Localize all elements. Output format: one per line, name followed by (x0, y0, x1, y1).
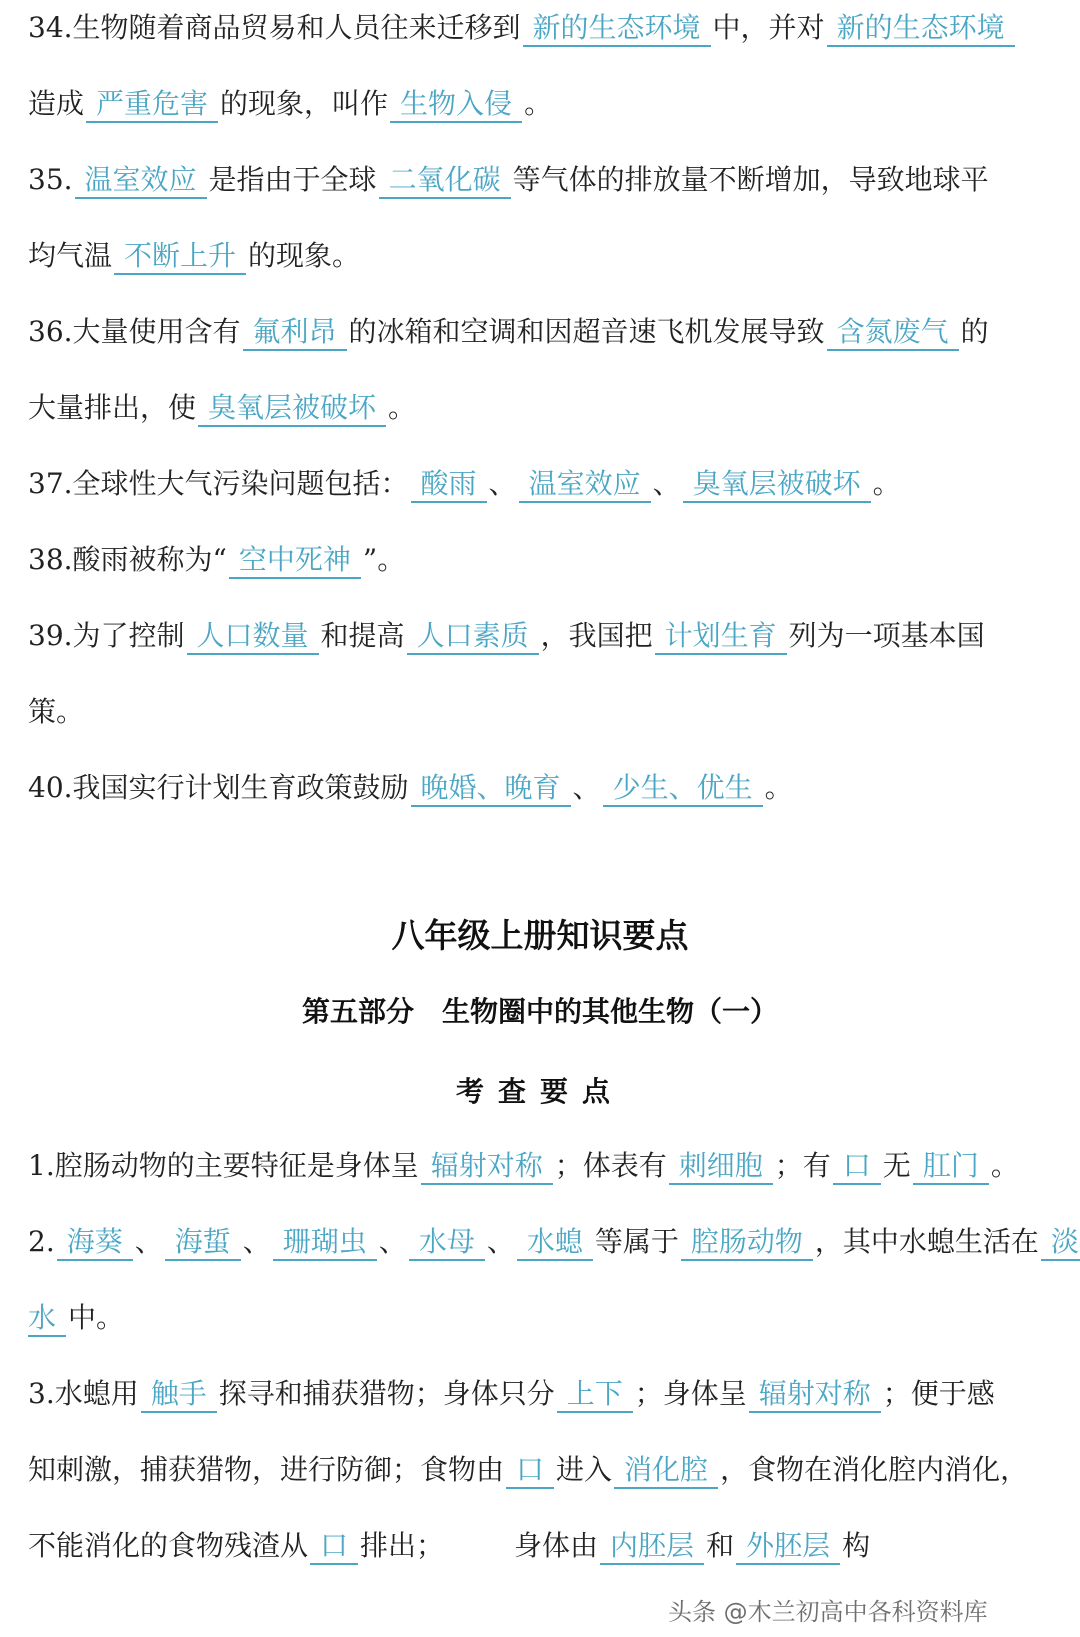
question-39-line-2 (28, 692, 1060, 732)
text: 。 (764, 771, 793, 804)
answer-blank: 内胚层 (600, 1529, 704, 1565)
text: 40.我国实行计划生育政策鼓励 (28, 771, 409, 804)
answer-blank: 二氧化碳 (379, 163, 511, 199)
text: 36.大量使用含有 (28, 315, 241, 348)
text: ；体表有 (554, 1149, 667, 1182)
text: 均气温 (28, 239, 113, 272)
answer-blank: 淡 (1041, 1225, 1080, 1261)
answer-blank: 臭氧层被破坏 (683, 467, 871, 503)
answer-blank: 消化腔 (614, 1453, 718, 1489)
text: 构 (842, 1529, 871, 1562)
answer-blank: 上下 (557, 1377, 633, 1413)
answer-blank: 温室效应 (75, 163, 207, 199)
text: 的现象，叫作 (220, 87, 389, 120)
text: 造成 (28, 87, 85, 120)
text: ；有 (774, 1149, 831, 1182)
text: ，食物在消化腔内消化， (720, 1453, 1029, 1486)
text: 。 (872, 467, 901, 500)
text: 探寻和捕获猎物；身体只分 (218, 1377, 555, 1410)
text: 排出； 身体由 (360, 1529, 599, 1562)
question-39-line-1 (28, 616, 1060, 656)
text: 39.为了控制 (28, 619, 185, 652)
answer-blank: 水 (28, 1301, 66, 1337)
text: 列为一项基本国 (788, 619, 985, 652)
text: 、 (134, 1225, 163, 1258)
answer-blank: 珊瑚虫 (273, 1225, 377, 1261)
answer-blank: 新的生态环境 (523, 11, 711, 47)
text: 37.全球性大气污染问题包括： (28, 467, 409, 500)
answer-blank: 辐射对称 (749, 1377, 881, 1413)
answer-blank: 臭氧层被破坏 (198, 391, 386, 427)
part-title: 第五部分 生物圈中的其他生物（一） (301, 995, 778, 1028)
answer-blank: 晚婚、晚育 (411, 771, 571, 807)
answer-blank: 空中死神 (229, 543, 361, 579)
text: 和 (706, 1529, 735, 1562)
text: ；便于感 (882, 1377, 995, 1410)
text: 、 (652, 467, 681, 500)
text: 的现象。 (248, 239, 361, 272)
page-title: 八年级上册知识要点 (391, 916, 689, 955)
question-35-line-1 (28, 160, 1060, 200)
answer-blank: 少生、优生 (603, 771, 763, 807)
answer-blank: 刺细胞 (669, 1149, 773, 1185)
answer-blank: 口 (506, 1453, 554, 1489)
text: 、 (242, 1225, 271, 1258)
text: 35. (28, 163, 73, 196)
answer-blank: 含氮废气 (827, 315, 959, 351)
text: 的 (960, 315, 989, 348)
answer-blank: 生物入侵 (390, 87, 522, 123)
point-2-line-2 (28, 1298, 1060, 1338)
text: 、 (486, 1225, 515, 1258)
text: 34.生物随着商品贸易和人员往来迁移到 (28, 11, 521, 44)
text: 2. (28, 1225, 55, 1258)
text: 和提高 (320, 619, 405, 652)
question-35-line-2 (28, 236, 1060, 276)
answer-blank: 计划生育 (655, 619, 787, 655)
answer-blank: 腔肠动物 (681, 1225, 813, 1261)
point-1-line (28, 1146, 1060, 1186)
text: 、 (378, 1225, 407, 1258)
question-34-line-2 (28, 84, 1060, 124)
text: 等属于 (594, 1225, 679, 1258)
point-3-line-2 (28, 1450, 1060, 1490)
answer-blank: 不断上升 (114, 239, 246, 275)
text: 无 (882, 1149, 911, 1182)
text: 。 (990, 1149, 1019, 1182)
point-2-line-1 (28, 1222, 1079, 1262)
answer-blank: 酸雨 (411, 467, 487, 503)
text: 3.水螅用 (28, 1377, 139, 1410)
text: 大量排出，使 (28, 391, 197, 424)
text: 中。 (68, 1301, 125, 1334)
question-40-line (28, 768, 1060, 808)
point-3-line-1 (28, 1374, 1060, 1414)
answer-blank: 水母 (409, 1225, 485, 1261)
answer-blank: 氟利昂 (243, 315, 347, 351)
text: 策。 (28, 695, 85, 728)
text: 38.酸雨被称为“ (28, 543, 227, 576)
answer-blank: 触手 (141, 1377, 217, 1413)
text: ，其中水螅生活在 (814, 1225, 1039, 1258)
text: ；身体呈 (634, 1377, 747, 1410)
answer-blank: 辐射对称 (421, 1149, 553, 1185)
section-title: 考查要点 (455, 1075, 624, 1108)
question-37-line (28, 464, 1060, 504)
text: 、 (488, 467, 517, 500)
text: 。 (524, 87, 553, 120)
text: 不能消化的食物残渣从 (28, 1529, 309, 1562)
point-3-line-3 (28, 1526, 1060, 1566)
answer-blank: 严重危害 (86, 87, 218, 123)
answer-blank: 人口数量 (187, 619, 319, 655)
answer-blank: 肛门 (913, 1149, 989, 1185)
question-36-line-2 (28, 388, 1060, 428)
question-38-line (28, 540, 1060, 580)
question-36-line-1 (28, 312, 1060, 352)
answer-blank: 新的生态环境 (827, 11, 1015, 47)
answer-blank: 温室效应 (519, 467, 651, 503)
text: 、 (572, 771, 601, 804)
answer-blank: 海蜇 (165, 1225, 241, 1261)
watermark: 头条 @木兰初高中各科资料库 (660, 1590, 996, 1629)
answer-blank: 海葵 (57, 1225, 133, 1261)
text: 进入 (556, 1453, 613, 1486)
text: ”。 (362, 543, 406, 576)
text: ，我国把 (540, 619, 653, 652)
answer-blank: 水螅 (517, 1225, 593, 1261)
answer-blank: 口 (310, 1529, 358, 1565)
text: 1.腔肠动物的主要特征是身体呈 (28, 1149, 419, 1182)
text: 知刺激，捕获猎物，进行防御；食物由 (28, 1453, 505, 1486)
text: 。 (388, 391, 417, 424)
text: 中，并对 (712, 11, 825, 44)
answer-blank: 人口素质 (407, 619, 539, 655)
text: 的冰箱和空调和因超音速飞机发展导致 (348, 315, 825, 348)
question-34-line-1 (28, 8, 1060, 48)
text: 是指由于全球 (208, 163, 377, 196)
answer-blank: 外胚层 (736, 1529, 840, 1565)
answer-blank: 口 (833, 1149, 881, 1185)
text: 等气体的排放量不断增加，导致地球平 (512, 163, 989, 196)
